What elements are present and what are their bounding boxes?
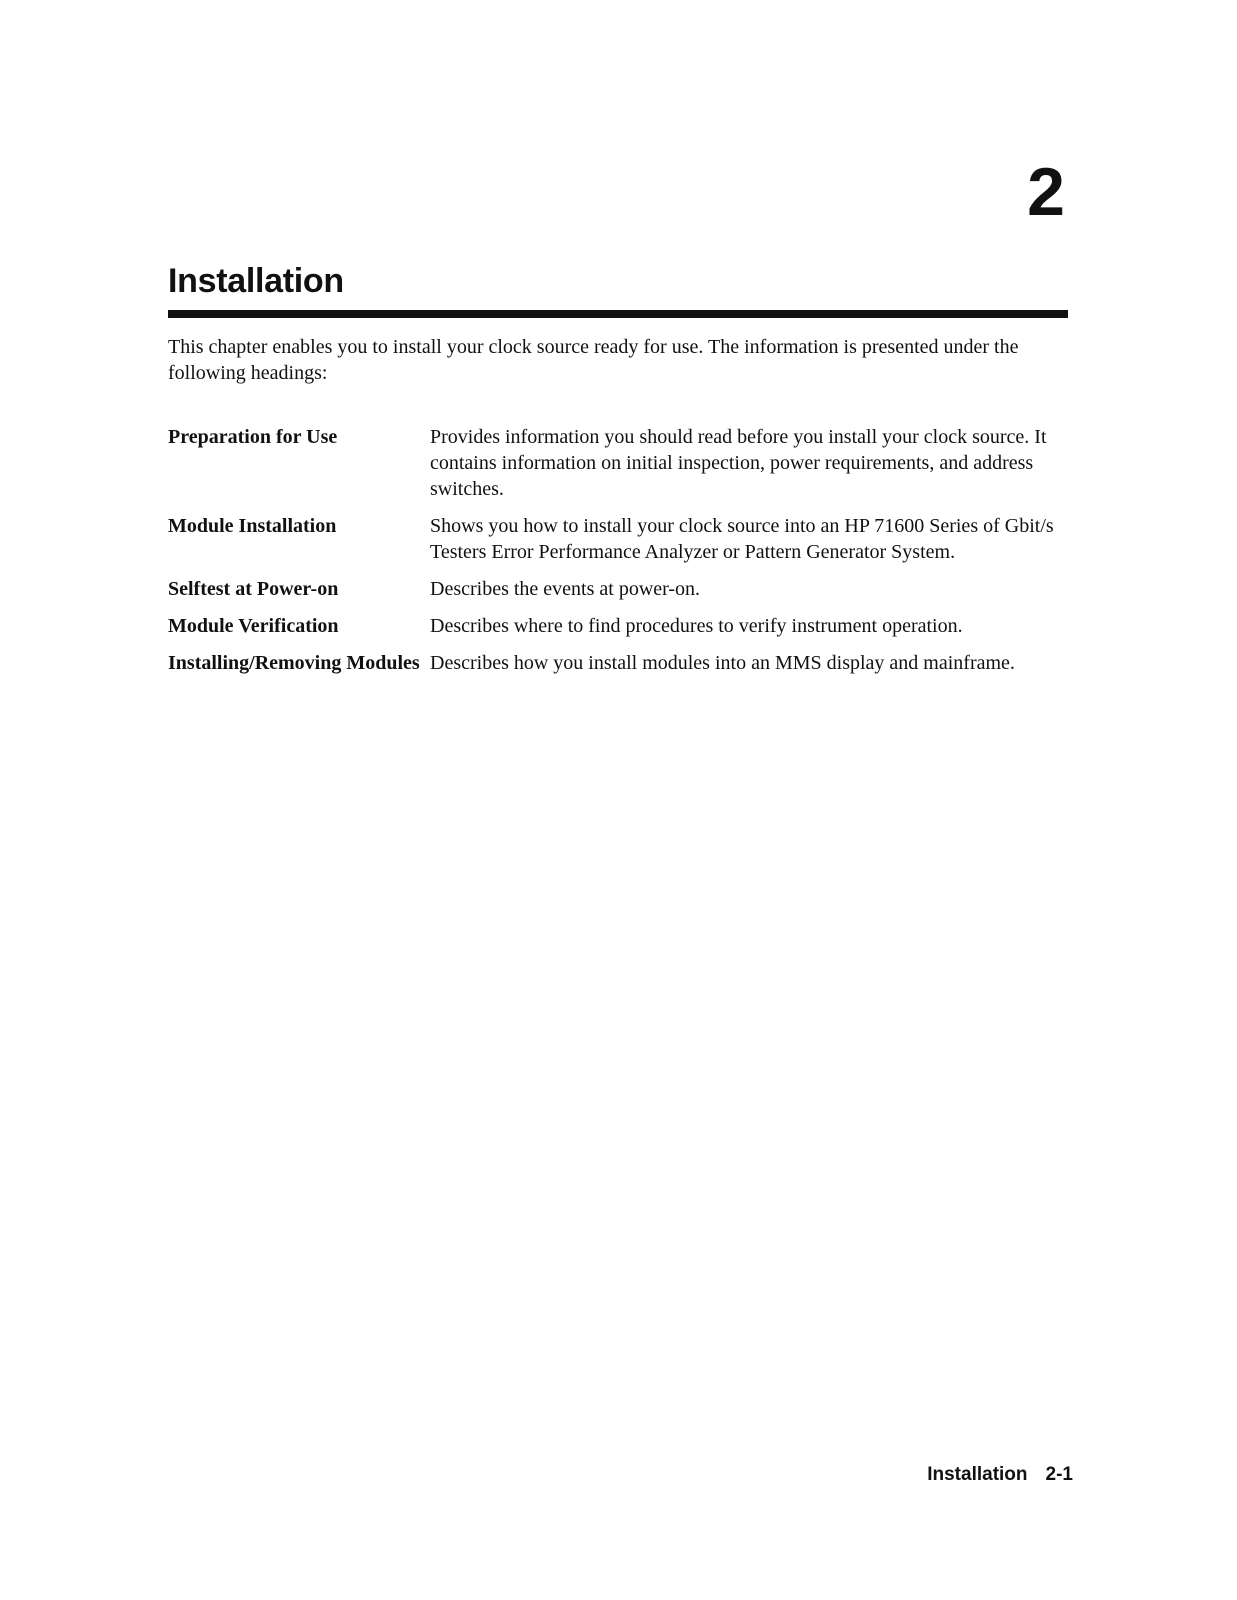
footer-section-name: Installation xyxy=(927,1464,1028,1485)
heading-row-installing-removing xyxy=(168,650,1068,676)
chapter-number: 2 xyxy=(1027,154,1065,230)
heading-term: Module Verification xyxy=(168,615,339,637)
page-footer xyxy=(927,1465,1073,1484)
heading-term: Installing/Removing Modules xyxy=(168,652,420,674)
heading-row-selftest xyxy=(168,576,1068,602)
heading-description: Describes how you install modules into an MMS display and mainframe. xyxy=(430,652,1015,674)
heading-row-preparation xyxy=(168,424,1068,502)
heading-description: Describes where to find procedures to verify instrument operation. xyxy=(430,615,963,637)
heading-term: Selftest at Power-on xyxy=(168,578,339,600)
heading-description: Describes the events at power-on. xyxy=(430,578,701,600)
heading-description: Provides information you should read before you install your clock source. It contains information on initial inspection, power requirements, and address switches. xyxy=(430,426,1047,500)
chapter-title: Installation xyxy=(168,262,344,300)
heading-term: Module Installation xyxy=(168,515,337,537)
heading-description: Shows you how to install your clock source into an HP 71600 Series of Gbit/s Testers Error Performance Analyzer or Pattern Generator System. xyxy=(430,515,1054,563)
heading-row-module-installation xyxy=(168,513,1068,565)
headings-list xyxy=(168,424,1068,687)
heading-row-verification xyxy=(168,613,1068,639)
heading-term: Preparation for Use xyxy=(168,426,338,448)
intro-paragraph: This chapter enables you to install your clock source ready for use. The information is presented under the following headings: xyxy=(168,336,1019,384)
footer-page-number: 2-1 xyxy=(1045,1464,1073,1485)
title-rule xyxy=(168,310,1068,318)
